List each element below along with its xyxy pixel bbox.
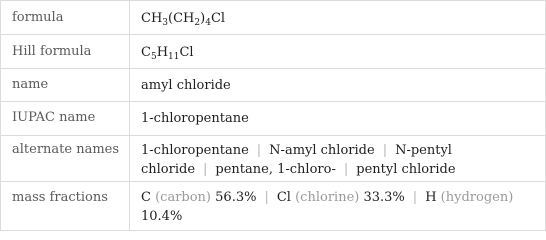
separator: | xyxy=(382,143,388,158)
separator: | xyxy=(203,162,208,177)
value-hill-formula: $C_5H_{11}Cl$ xyxy=(141,45,194,62)
separator: | xyxy=(343,162,349,177)
value-alternate-names xyxy=(141,141,536,179)
separator: | xyxy=(264,190,269,205)
value-iupac-name: 1-chloropentane xyxy=(141,111,249,126)
row-mass-fractions xyxy=(1,182,545,230)
value-name: amyl chloride xyxy=(141,78,231,93)
row-name xyxy=(1,69,545,102)
alternate-name: N-amyl chloride xyxy=(269,143,375,158)
alternate-name: 1-chloropentane xyxy=(141,143,249,158)
alternate-name: pentane, 1-chloro- xyxy=(215,162,336,177)
row-iupac-name xyxy=(1,102,545,136)
label-iupac-name: IUPAC name xyxy=(12,110,96,125)
label-hill-formula: Hill formula xyxy=(12,44,92,59)
label-formula: formula xyxy=(12,10,64,25)
separator: | xyxy=(412,190,418,205)
value-mass-fractions: C (carbon) 56.3% | Cl (chlorine) 33.3% | H (hydrogen) 10.4% xyxy=(141,190,514,224)
row-hill-formula xyxy=(1,35,545,69)
row-alternate-names xyxy=(1,136,545,182)
label-mass-fractions: mass fractions xyxy=(12,190,108,205)
label-alternate-names: alternate names xyxy=(12,142,120,157)
label-name: name xyxy=(12,77,49,92)
alternate-name: pentyl chloride xyxy=(356,162,456,177)
row-formula xyxy=(1,1,545,35)
alternate-name: N-pentyl chloride xyxy=(141,143,452,177)
value-formula: $CH_3(CH_2)_4Cl$ xyxy=(141,11,226,28)
separator: | xyxy=(256,143,262,158)
